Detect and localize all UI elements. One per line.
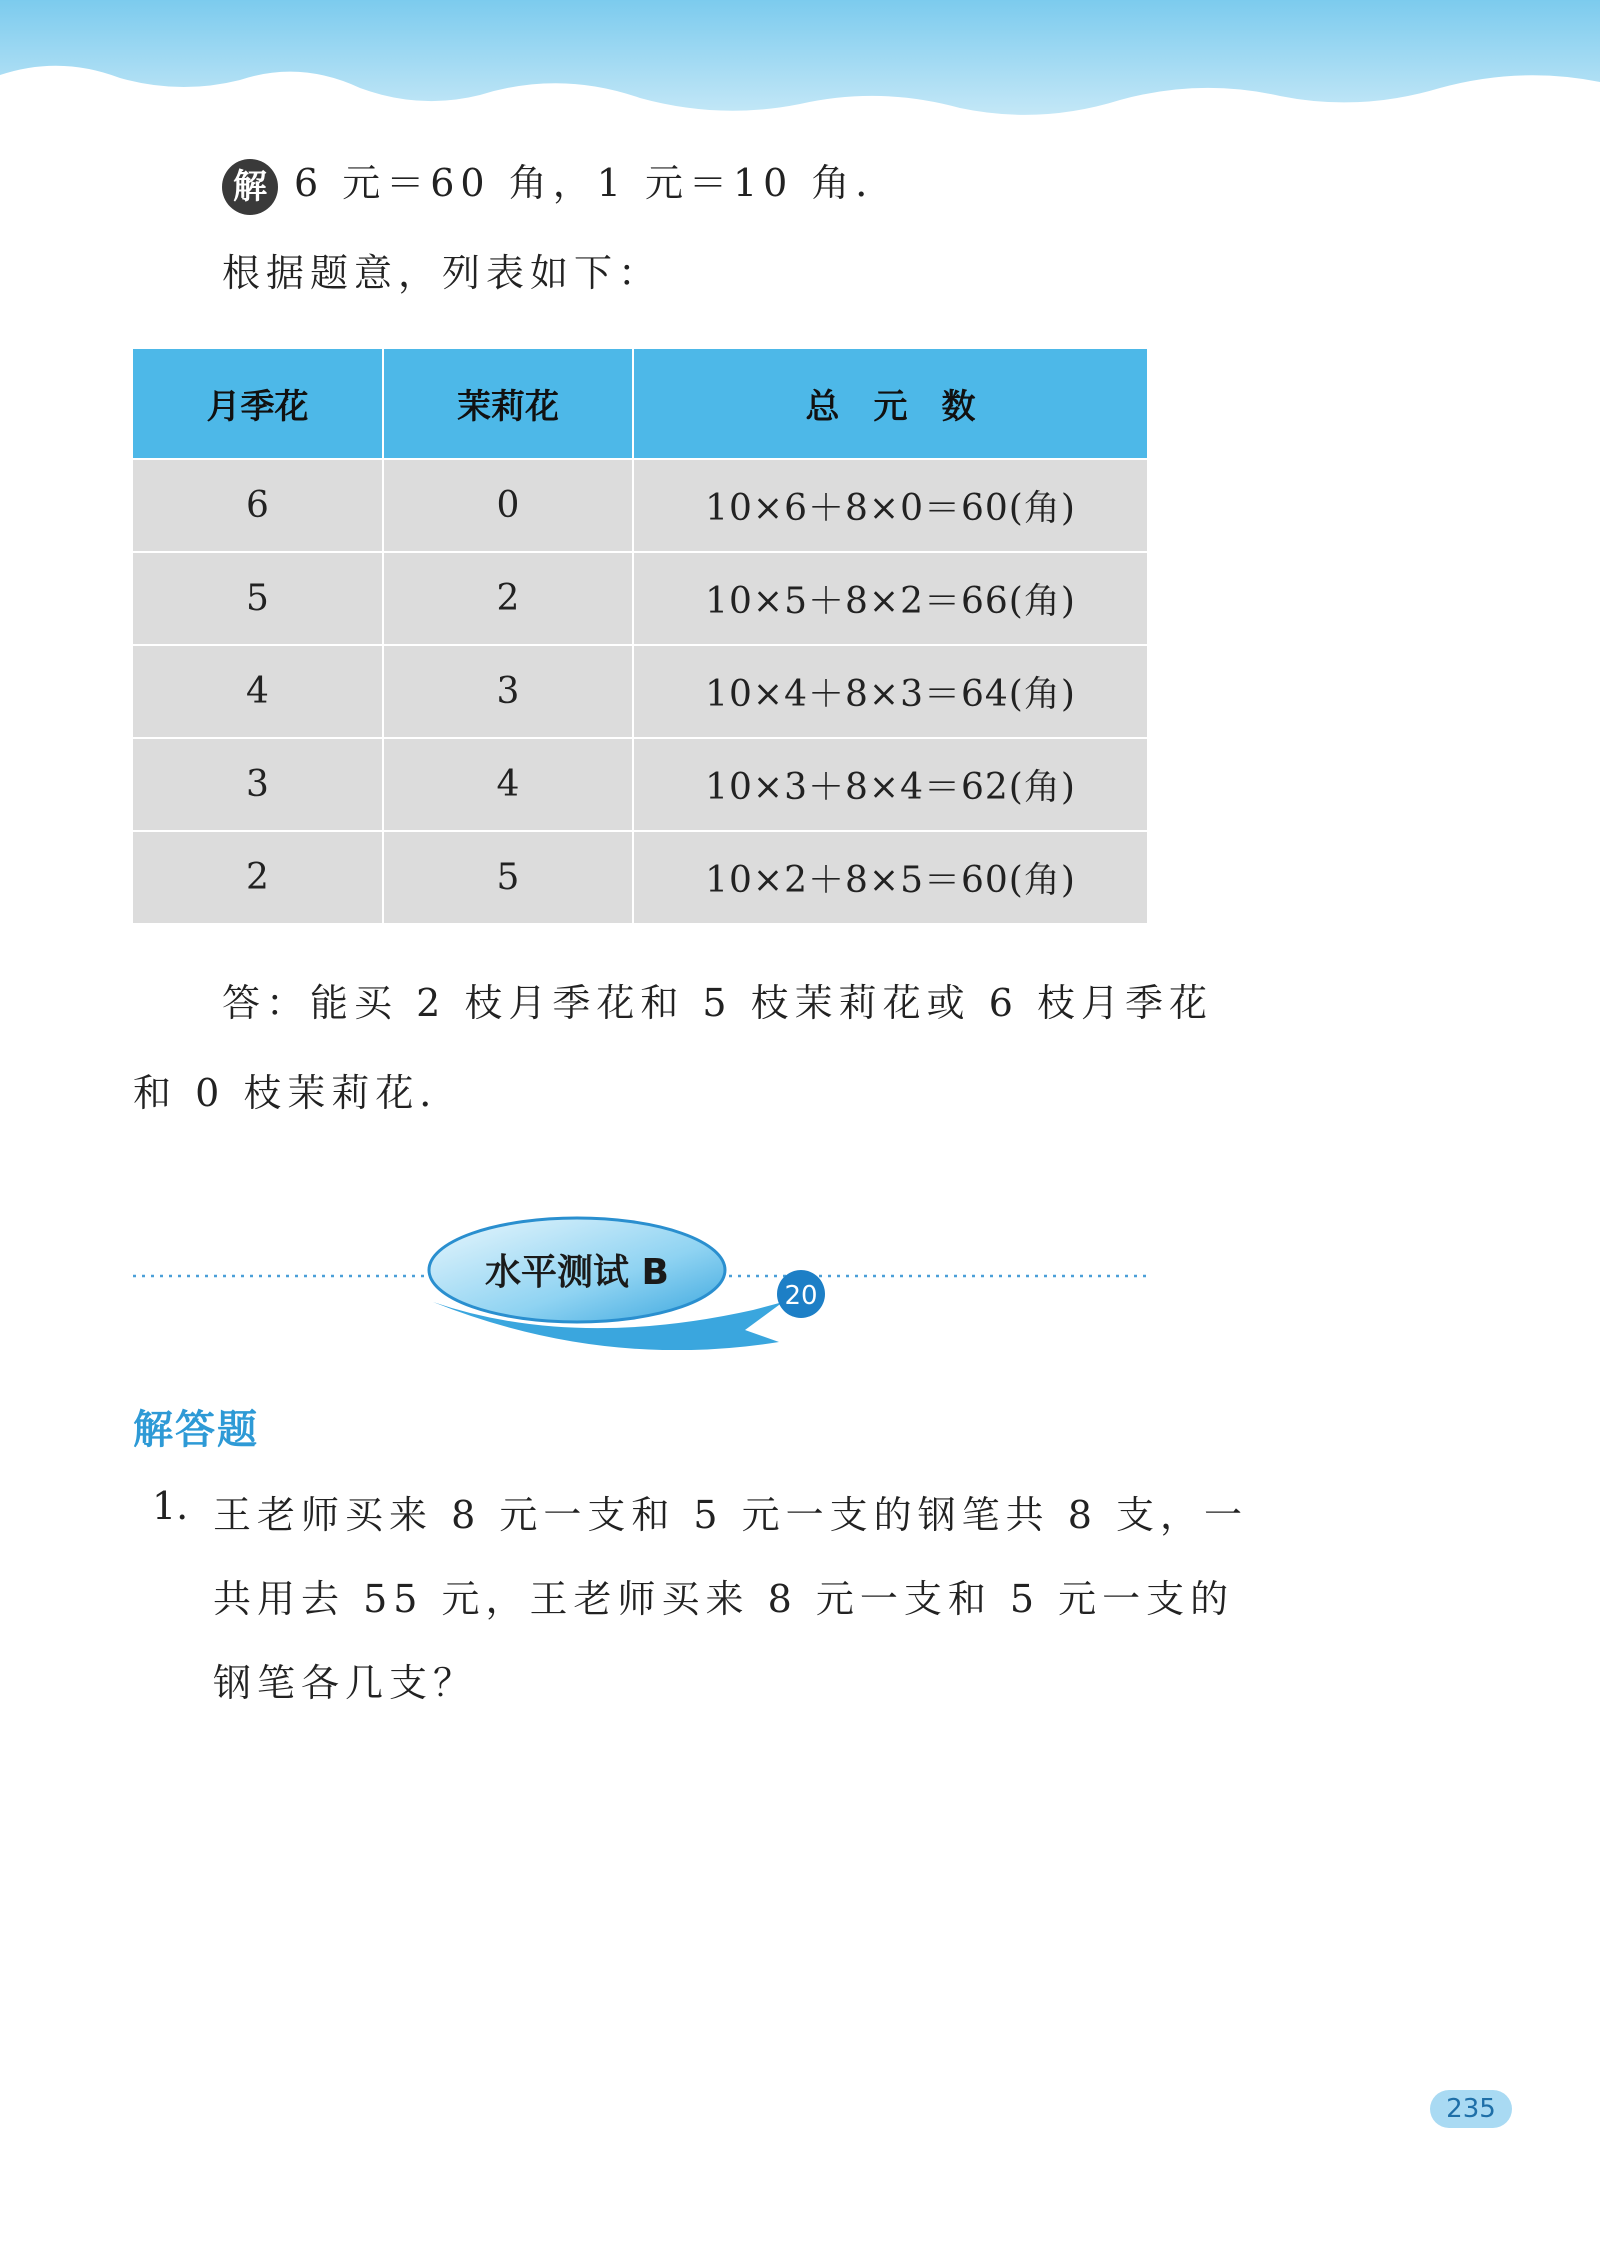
table-cell: 10×4＋8×3＝64(角) xyxy=(633,645,1147,738)
question-line: 王老师买来 8 元一支和 5 元一支的钢笔共 8 支，一 xyxy=(213,1493,1249,1537)
table-header-cell: 茉莉花 xyxy=(383,349,633,459)
table-cell: 3 xyxy=(133,738,383,831)
page-number: 235 xyxy=(1430,2090,1512,2128)
table-cell: 2 xyxy=(133,831,383,923)
table-cell: 10×6＋8×0＝60(角) xyxy=(633,459,1147,552)
table-cell: 5 xyxy=(383,831,633,923)
table-header-cell: 总 元 数 xyxy=(633,349,1147,459)
question-line: 共用去 55 元，王老师买来 8 元一支和 5 元一支的 xyxy=(213,1577,1235,1621)
table-cell: 4 xyxy=(383,738,633,831)
data-table xyxy=(133,349,1147,923)
table-cell: 0 xyxy=(383,459,633,552)
section-number: 20 xyxy=(784,1281,818,1311)
table-cell: 6 xyxy=(133,459,383,552)
solution-badge: 解 xyxy=(222,159,278,215)
table-row xyxy=(133,552,1147,645)
question-number: 1. xyxy=(152,1484,189,1528)
table-cell: 5 xyxy=(133,552,383,645)
table-cell: 10×5＋8×2＝66(角) xyxy=(633,552,1147,645)
table-cell: 4 xyxy=(133,645,383,738)
answer-line-1: 答：能买 2 枝月季花和 5 枝茉莉花或 6 枝月季花 xyxy=(222,981,1214,1025)
section-banner xyxy=(133,1210,1147,1350)
solution-line-2: 根据题意，列表如下： xyxy=(222,251,663,295)
table-row xyxy=(133,738,1147,831)
solution-line-1 xyxy=(222,152,899,215)
table-row xyxy=(133,831,1147,923)
header-cloud-banner xyxy=(0,0,1600,130)
table-cell: 10×2＋8×5＝60(角) xyxy=(633,831,1147,923)
table-cell: 10×3＋8×4＝62(角) xyxy=(633,738,1147,831)
table-header-cell: 月季花 xyxy=(133,349,383,459)
table-header-row xyxy=(133,349,1147,459)
solution-text: 6 元＝60 角，1 元＝10 角． xyxy=(294,161,900,205)
table-row xyxy=(133,459,1147,552)
answer-line-2: 和 0 枝茉莉花． xyxy=(133,1071,464,1115)
table-row xyxy=(133,645,1147,738)
table-cell: 3 xyxy=(383,645,633,738)
question-line: 钢笔各几支？ xyxy=(213,1661,478,1705)
section-title: 水平测试 B xyxy=(485,1252,669,1293)
question-type-heading: 解答题 xyxy=(133,1407,259,1453)
table-cell: 2 xyxy=(383,552,633,645)
